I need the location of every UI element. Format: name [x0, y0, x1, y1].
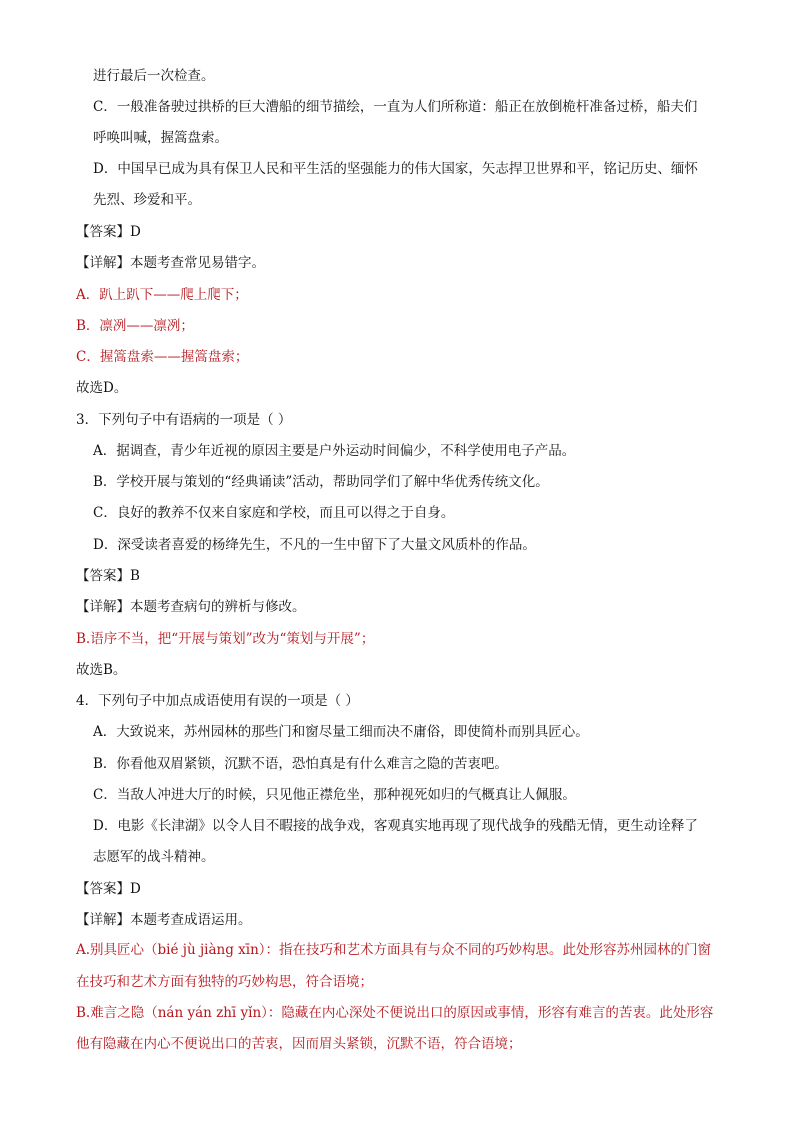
- text-line: A．据调查，青少年近视的原因主要是户外运动时间偏少，不科学使用电子产品。: [93, 443, 576, 459]
- text-line: 【详解】本题考查成语运用。: [76, 912, 252, 928]
- text-line: 【答案】B: [76, 568, 140, 584]
- text-line: 进行最后一次检查。: [93, 68, 215, 84]
- text-line: 3．下列句子中有语病的一项是（ ）: [76, 412, 292, 428]
- text-line: 【答案】D: [76, 881, 141, 897]
- text-line: B．你看他双眉紧锁，沉默不语，恐怕真是有什么难言之隐的苦衷吧。: [93, 756, 508, 772]
- text-line: 志愿军的战斗精神。: [93, 849, 215, 865]
- text-line: 【详解】本题考查病句的辨析与修改。: [76, 599, 306, 615]
- text-line: C．一般准备驶过拱桥的巨大漕船的细节描绘，一直为人们所称道：船正在放倒桅杆准备过桥，船夫们: [93, 99, 698, 115]
- text-line: D．中国早已成为具有保卫人民和平生活的坚强能力的伟大国家，矢志捍卫世界和平，铭记历史、缅怀: [93, 161, 698, 177]
- text-line: 4．下列句子中加点成语使用有误的一项是（ ）: [76, 693, 359, 709]
- text-line: A.别具匠心（bié jù jiàng xīn）：指在技巧和艺术方面具有与众不同的巧妙构思。此处形容苏州园林的门窗: [76, 942, 712, 958]
- text-line: A．大致说来，苏州园林的那些门和窗尽量工细而决不庸俗，即使简朴而别具匠心。: [93, 724, 589, 740]
- text-line: 他有隐藏在内心不便说出口的苦衷，因而眉头紧锁，沉默不语，符合语境；: [76, 1036, 522, 1052]
- text-line: 故选B。: [76, 662, 127, 678]
- text-line: D．深受读者喜爱的杨绛先生，不凡的一生中留下了大量文风质朴的作品。: [93, 537, 536, 553]
- text-line: 【答案】D: [76, 224, 141, 240]
- text-line: B．学校开展与策划的“经典诵读”活动，帮助同学们了解中华优秀传统文化。: [93, 474, 549, 490]
- text-line: 故选D。: [76, 380, 128, 396]
- text-line: 【详解】本题考查常见易错字。: [76, 255, 265, 271]
- text-line: C．当敌人冲进大厅的时候，只见他正襟危坐，那种视死如归的气概真让人佩服。: [93, 787, 576, 803]
- text-line: 先烈、珍爱和平。: [93, 192, 201, 208]
- text-line: B．凛冽——凛冽；: [76, 318, 194, 334]
- text-line: C．握篙盘索——握篙盘索；: [76, 349, 249, 365]
- text-line: B.语序不当，把“开展与策划”改为“策划与开展”；: [76, 631, 375, 647]
- text-line: D．电影《长津湖》以令人目不暇接的战争戏，客观真实地再现了现代战争的残酷无情，更生动诠释了: [93, 818, 698, 834]
- text-line: B.难言之隐（nán yán zhī yǐn）：隐藏在内心深处不便说出口的原因或事情，形容有难言的苦衷。此处形容: [76, 1005, 714, 1021]
- text-line: 在技巧和艺术方面有独特的巧妙构思，符合语境；: [76, 974, 373, 990]
- text-line: A．趴上趴下——爬上爬下；: [76, 287, 248, 303]
- text-line: 呼唤叫喊，握篙盘索。: [93, 130, 228, 146]
- text-line: C．良好的教养不仅来自家庭和学校，而且可以得之于自身。: [93, 505, 455, 521]
